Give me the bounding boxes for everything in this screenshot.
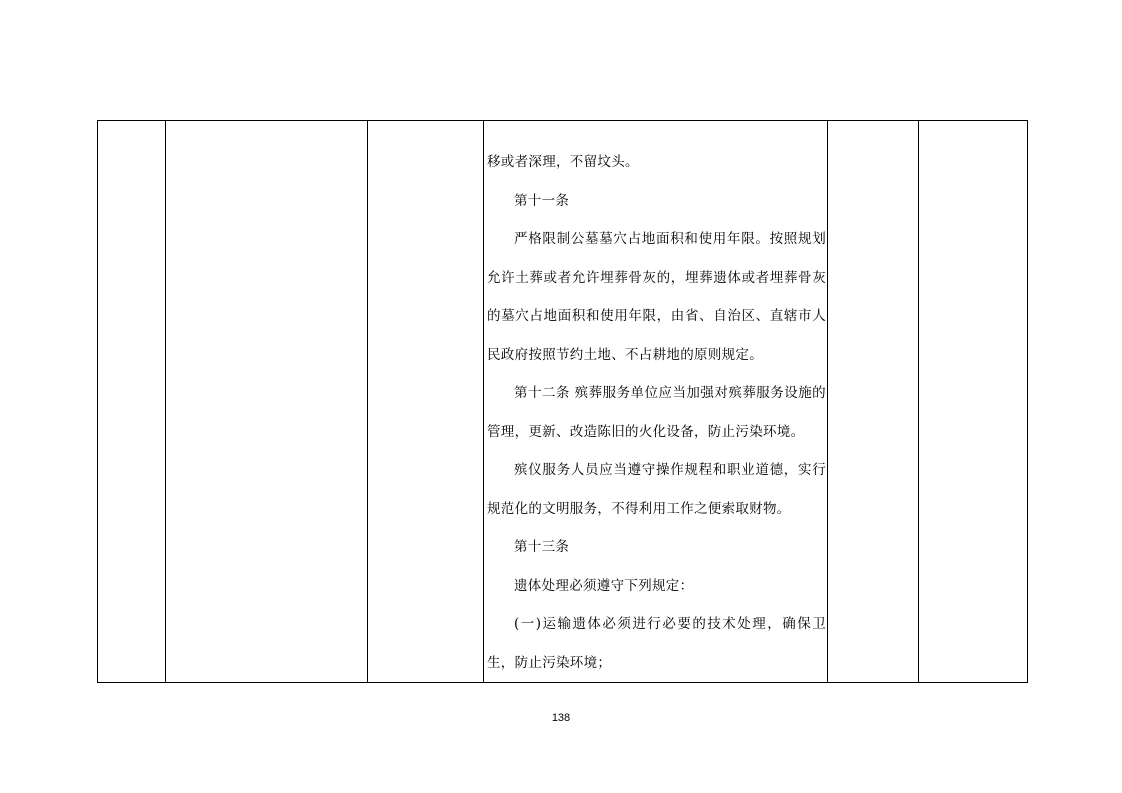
paragraph: (一)运输遗体必须进行必要的技术处理，确保卫生，防止污染环境； xyxy=(487,616,826,671)
article-heading: 第十三条 xyxy=(514,539,570,555)
table-cell-content xyxy=(484,121,828,683)
regulation-text xyxy=(484,121,827,682)
paragraph: 殡仪服务人员应当遵守操作规程和职业道德，实行规范化的文明服务，不得利用工作之便索取财物。 xyxy=(487,462,826,517)
regulation-table xyxy=(97,120,1028,683)
paragraph: 遗体处理必须遵守下列规定： xyxy=(514,577,694,594)
table-cell-col2 xyxy=(166,121,368,683)
paragraph: 严格限制公墓墓穴占地面积和使用年限。按照规划允许土葬或者允许埋葬骨灰的，埋葬遗体或者埋葬骨灰的墓穴占地面积和使用年限，由省、自治区、直辖市人民政府按照节约土地、不占耕地的原则规定。 xyxy=(487,231,826,363)
paragraph: 第十二条 殡葬服务单位应当加强对殡葬服务设施的管理，更新、改造陈旧的火化设备，防止污染环境。 xyxy=(487,385,826,440)
table-row xyxy=(98,121,1028,683)
table-cell-col6 xyxy=(919,121,1028,683)
table-cell-col1 xyxy=(98,121,166,683)
page-number: 138 xyxy=(551,712,571,724)
table-cell-col3 xyxy=(368,121,484,683)
table-cell-col5 xyxy=(828,121,919,683)
paragraph: 移或者深理，不留坟头。 xyxy=(487,154,639,170)
article-heading: 第十一条 xyxy=(514,192,570,209)
